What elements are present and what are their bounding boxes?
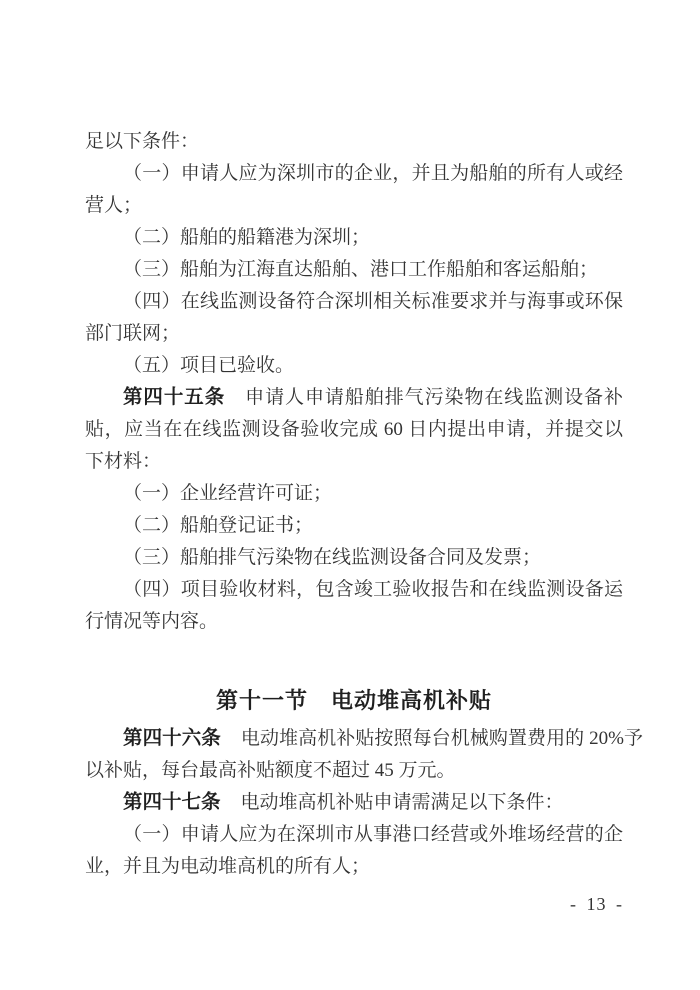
article-45-number: 第四十五条	[123, 387, 226, 408]
article-46-number: 第四十六条	[123, 728, 221, 749]
material-item-3: （三）船舶排气污染物在线监测设备合同及发票；	[123, 547, 542, 568]
condition-item-1: （一）申请人应为在深圳市从事港口经营或外堆场经营的企业，并且为电动堆高机的所有人；	[85, 824, 623, 877]
article-47-text: 电动堆高机补贴申请需满足以下条件：	[240, 792, 564, 813]
document-content	[85, 126, 643, 883]
material-item-4: （四）项目验收材料，包含竣工验收报告和在线监测设备运行情况等内容。	[85, 579, 623, 632]
paragraph-continuation: 足以下条件：	[85, 131, 200, 152]
material-item-1: （一）企业经营许可证；	[123, 483, 333, 504]
article-46-paragraph	[85, 723, 643, 787]
material-item-2: （二）船舶登记证书；	[123, 515, 314, 536]
article-47-paragraph	[85, 787, 623, 819]
list-item-2: （二）船舶的船籍港为深圳；	[123, 227, 371, 248]
article-45-text: 申请人申请船舶排气污染物在线监测设备补贴，应当在在线监测设备验收完成 60 日内提出申请，并提交以下材料：	[85, 387, 623, 472]
list-item-4: （四）在线监测设备符合深圳相关标准要求并与海事或环保部门联网；	[85, 291, 623, 344]
list-item-5: （五）项目已验收。	[123, 355, 295, 376]
list-item-3: （三）船舶为江海直达船舶、港口工作船舶和客运船舶；	[123, 259, 599, 280]
article-45-paragraph	[85, 382, 623, 478]
page-number: - 13 -	[570, 894, 623, 914]
section-heading: 第十一节 电动堆高机补贴	[215, 688, 492, 713]
article-46-text: 电动堆高机补贴按照每台机械购置费用的 20%予以补贴，每台最高补贴额度不超过 45 万元。	[85, 728, 643, 781]
list-item-1: （一）申请人应为深圳市的企业，并且为船舶的所有人或经营人；	[85, 163, 623, 216]
article-47-number: 第四十七条	[123, 792, 221, 813]
